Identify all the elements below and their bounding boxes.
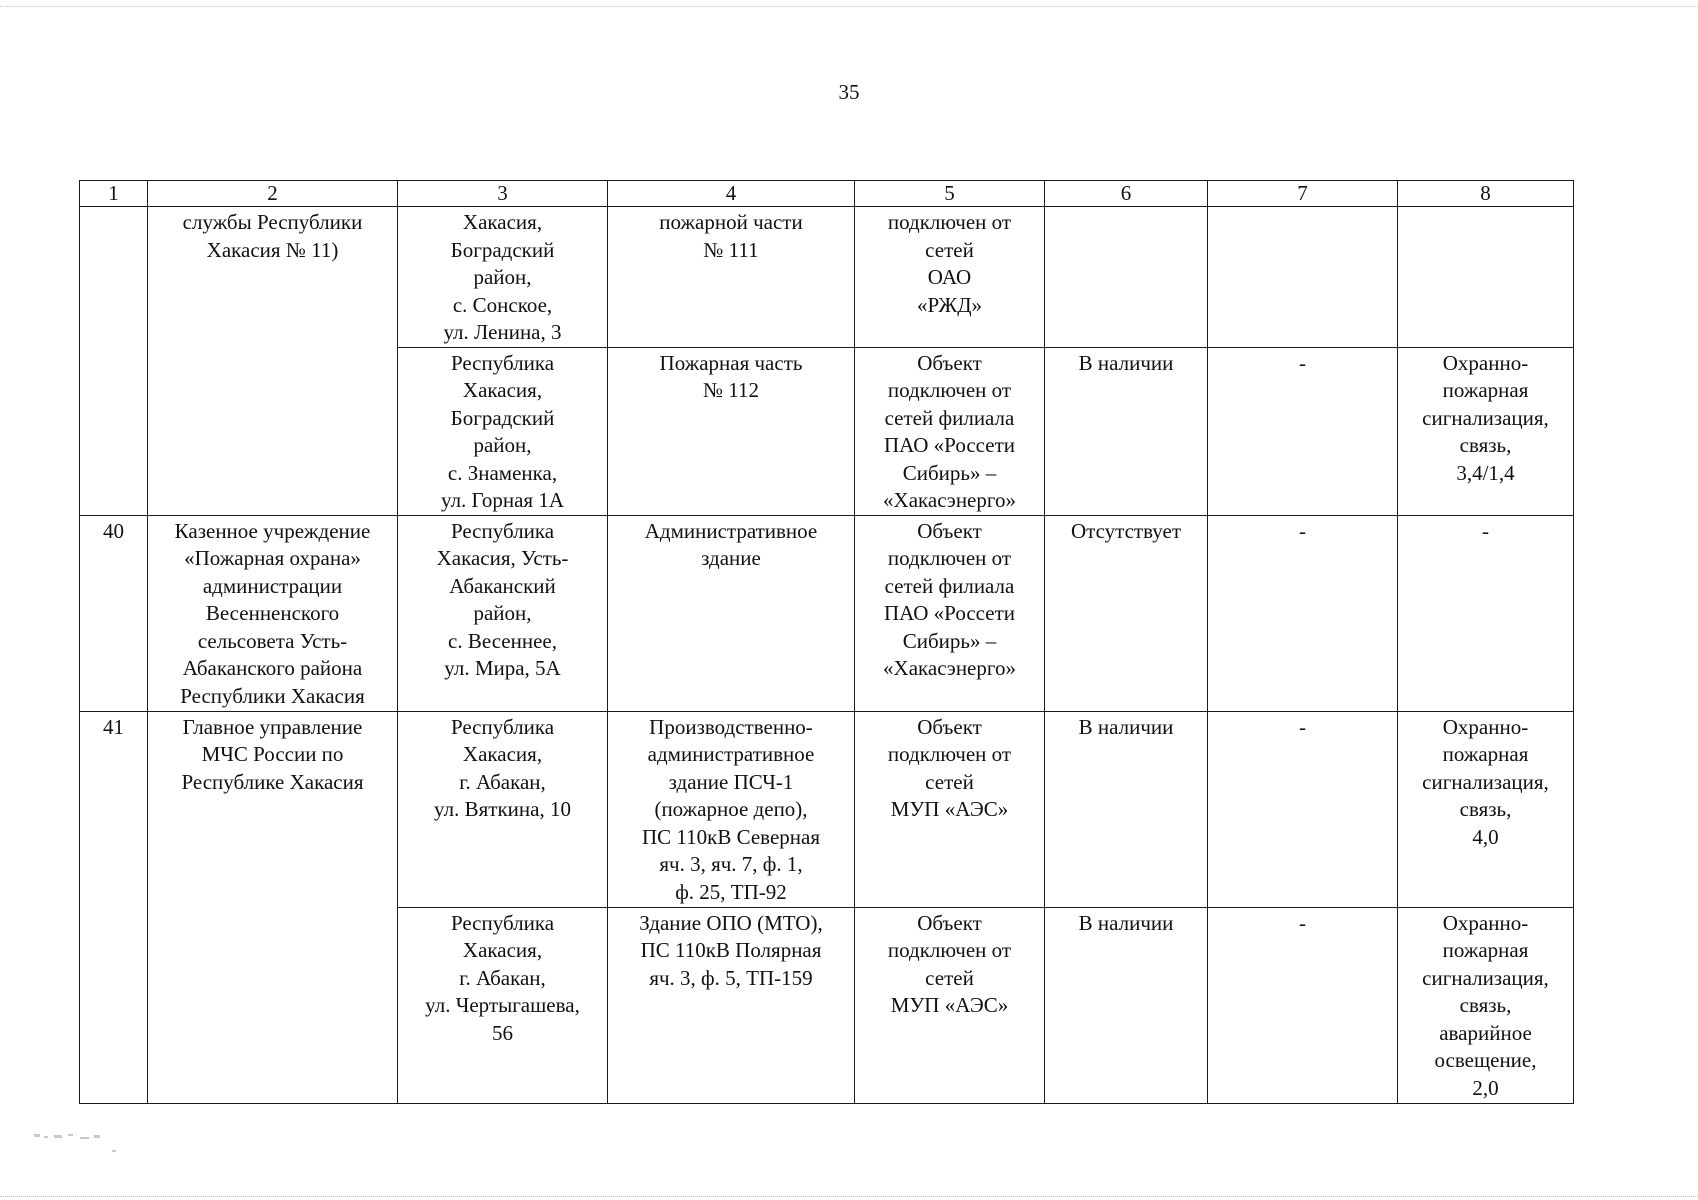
row-number-cell: 41 [80, 711, 148, 1103]
header-cell-8: 8 [1398, 181, 1574, 207]
header-cell-7: 7 [1208, 181, 1398, 207]
systems-cell: - [1398, 515, 1574, 711]
systems-cell: Охранно- пожарная сигнализация, связь, 4,0 [1398, 711, 1574, 907]
header-cell-6: 6 [1045, 181, 1208, 207]
power-supply-cell: подключен от сетей ОАО «РЖД» [855, 207, 1045, 348]
header-cell-2: 2 [148, 181, 398, 207]
availability-cell: В наличии [1045, 347, 1208, 515]
header-cell-5: 5 [855, 181, 1045, 207]
power-supply-cell: Объект подключен от сетей МУП «АЭС» [855, 907, 1045, 1103]
table-row [80, 515, 1574, 711]
power-supply-cell: Объект подключен от сетей филиала ПАО «Россети Сибирь» – «Хакасэнерго» [855, 515, 1045, 711]
row-number-cell: 40 [80, 515, 148, 711]
address-cell: Республика Хакасия, г. Абакан, ул. Чертыгашева, 56 [398, 907, 608, 1103]
availability-cell: Отсутствует [1045, 515, 1208, 711]
systems-cell [1398, 207, 1574, 348]
header-cell-4: 4 [608, 181, 855, 207]
table-row [80, 207, 1574, 348]
column-7-cell: - [1208, 907, 1398, 1103]
scan-edge-bottom [0, 1196, 1698, 1199]
column-7-cell [1208, 207, 1398, 348]
data-table [79, 180, 1574, 1104]
row-number-cell [80, 207, 148, 516]
organization-cell: службы Республики Хакасия № 11) [148, 207, 398, 516]
address-cell: Республика Хакасия, г. Абакан, ул. Вяткина, 10 [398, 711, 608, 907]
organization-cell: Казенное учреждение «Пожарная охрана» администрации Весенненского сельсовета Усть- Абаканского района Республики Хакасия [148, 515, 398, 711]
scan-edge-top [0, 6, 1698, 9]
column-7-cell: - [1208, 347, 1398, 515]
power-supply-cell: Объект подключен от сетей МУП «АЭС» [855, 711, 1045, 907]
availability-cell: В наличии [1045, 711, 1208, 907]
header-cell-1: 1 [80, 181, 148, 207]
table-row [80, 711, 1574, 907]
header-cell-3: 3 [398, 181, 608, 207]
address-cell: Республика Хакасия, Боградский район, с. Знаменка, ул. Горная 1А [398, 347, 608, 515]
faint-stamp-mark [32, 1128, 152, 1158]
address-cell: Хакасия, Боградский район, с. Сонское, ул. Ленина, 3 [398, 207, 608, 348]
object-cell: Административное здание [608, 515, 855, 711]
column-7-cell: - [1208, 515, 1398, 711]
header-row [80, 181, 1574, 207]
object-cell: Производственно- административное здание ПСЧ-1 (пожарное депо), ПС 110кВ Северная яч. 3, яч. 7, ф. 1, ф. 25, ТП-92 [608, 711, 855, 907]
address-cell: Республика Хакасия, Усть- Абаканский район, с. Весеннее, ул. Мира, 5А [398, 515, 608, 711]
object-cell: Пожарная часть № 112 [608, 347, 855, 515]
column-7-cell: - [1208, 711, 1398, 907]
systems-cell: Охранно- пожарная сигнализация, связь, аварийное освещение, 2,0 [1398, 907, 1574, 1103]
object-cell: Здание ОПО (МТО), ПС 110кВ Полярная яч. 3, ф. 5, ТП-159 [608, 907, 855, 1103]
availability-cell: В наличии [1045, 907, 1208, 1103]
page-number: 35 [838, 80, 860, 104]
availability-cell [1045, 207, 1208, 348]
power-supply-cell: Объект подключен от сетей филиала ПАО «Россети Сибирь» – «Хакасэнерго» [855, 347, 1045, 515]
systems-cell: Охранно- пожарная сигнализация, связь, 3,4/1,4 [1398, 347, 1574, 515]
organization-cell: Главное управление МЧС России по Республике Хакасия [148, 711, 398, 1103]
object-cell: пожарной части № 111 [608, 207, 855, 348]
